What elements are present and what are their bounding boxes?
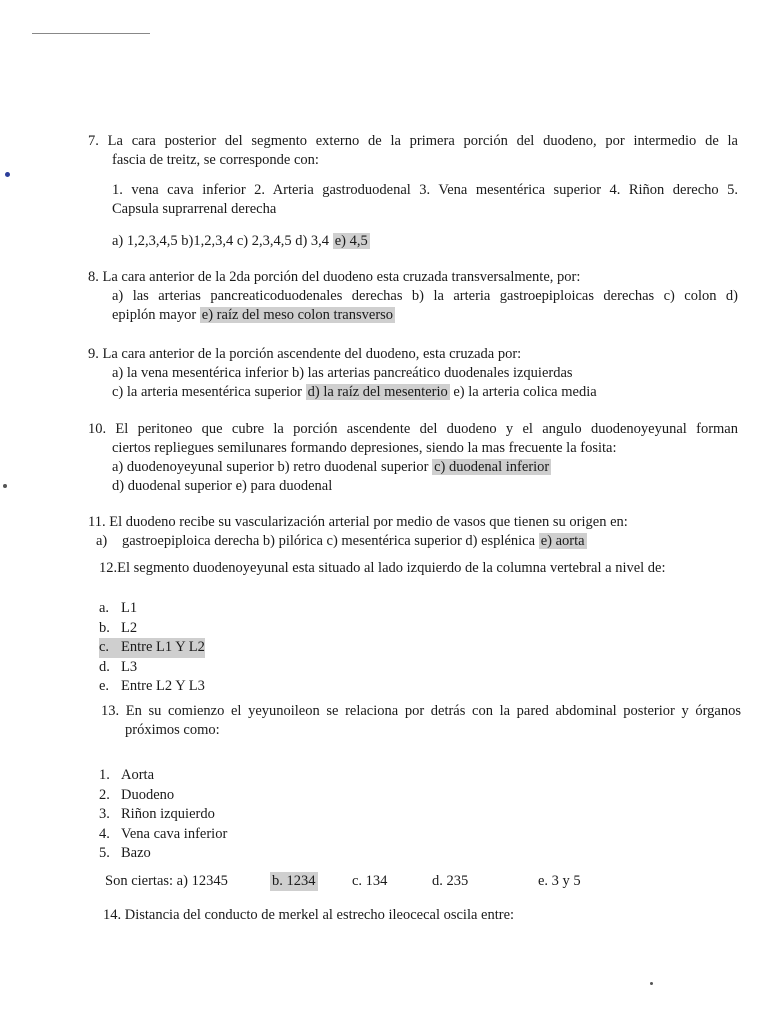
list-text: Riñon izquierdo (121, 806, 215, 822)
q14-line: 14. Distancia del conducto de merkel al estrecho ileocecal oscila entre: (103, 907, 515, 923)
question-8 (88, 268, 738, 325)
scan-artifact-dot (650, 982, 653, 985)
q9-answer-highlight: d) la raíz del mesenterio (307, 383, 448, 400)
list-item (99, 658, 205, 678)
list-item (99, 825, 227, 845)
list-item (99, 805, 227, 825)
list-item (99, 677, 205, 697)
list-text: Vena cava inferior (121, 825, 228, 842)
q10-answer-highlight: c) duodenal inferior (434, 458, 550, 475)
q13-answer-d: d. 235 (432, 873, 469, 889)
q11-answer-highlight: e) aorta (540, 532, 585, 549)
list-item (99, 619, 205, 639)
q7-answer-highlight: e) 4,5 (334, 233, 368, 250)
q9-line: 9. La cara anterior de la porción ascendente del duodeno, esta cruzada por: (88, 346, 522, 362)
list-item-highlighted (99, 638, 205, 658)
q9-options-pre: c) la arteria mesentérica superior (112, 383, 306, 400)
question-14 (103, 906, 753, 925)
q13-answer-highlight: b. 1234 (272, 873, 316, 889)
q7-line: Capsula suprarrenal derecha (112, 200, 277, 217)
q11-line: 11. El duodeno recibe su vascularización arterial por medio de vasos que tienen su origen en: (88, 514, 628, 530)
list-text: Entre L1 Y L2 (121, 639, 205, 655)
q11-marker: a) (96, 532, 108, 549)
q11-options-text: gastroepiploica derecha b) pilórica c) mesentérica superior d) esplénica (122, 532, 539, 549)
q7-line: 1. vena cava inferior 2. Arteria gastroduodenal 3. Vena mesentérica superior 4. Riñon derecho 5. (112, 181, 738, 198)
q11-options (96, 532, 738, 551)
q7-line: fascia de treitz, se corresponde con: (112, 151, 319, 168)
q10-options-pre: a) duodenoyeyunal superior b) retro duodenal superior (112, 458, 433, 475)
list-item (99, 766, 227, 786)
question-11 (88, 513, 738, 551)
q13-answer-a: Son ciertas: a) 12345 (105, 873, 228, 889)
q13-line: 13. En su comienzo el yeyunoileon se relaciona por detrás con la pared abdominal posterior y órganos (101, 703, 741, 719)
list-text: Entre L2 Y L3 (121, 678, 205, 694)
question-7 (88, 132, 738, 251)
list-item (99, 786, 227, 806)
q7-line: 7. La cara posterior del segmento externo de la primera porción del duodeno, por intermedio de la (88, 133, 738, 149)
list-marker: b. (99, 619, 110, 636)
list-item (99, 844, 227, 864)
q10-line: d) duodenal superior e) para duodenal (112, 477, 333, 494)
q7-options-text: a) 1,2,3,4,5 b)1,2,3,4 c) 2,3,4,5 d) 3,4 (112, 233, 333, 250)
list-text: L2 (121, 619, 138, 636)
scan-artifact-dot (3, 484, 7, 488)
list-marker: 2. (99, 786, 110, 803)
q10-line: ciertos repliegues semilunares formando depresiones, siendo la mas frecuente la fosita: (112, 439, 617, 456)
q8-options (88, 306, 738, 325)
list-marker: 4. (99, 825, 110, 842)
q8-options-text: epiplón mayor (112, 306, 200, 323)
q13-items-list (99, 766, 227, 864)
question-10 (88, 420, 738, 495)
q9-options (88, 383, 738, 402)
scan-artifact-dot (5, 172, 10, 177)
q9-options-post: e) la arteria colica media (449, 383, 597, 400)
list-text: L3 (121, 658, 138, 675)
scan-artifact-line (32, 33, 150, 34)
list-marker: 1. (99, 767, 110, 783)
list-marker: a. (99, 600, 110, 616)
list-marker: 5. (99, 845, 110, 861)
question-12 (99, 559, 749, 578)
question-13 (101, 702, 741, 740)
q10-options (88, 458, 738, 477)
list-text: Bazo (121, 845, 151, 861)
q8-line: a) las arterias pancreaticoduodenales derechas b) la arteria gastroepiploicas derechas c) colon d) (112, 287, 738, 304)
list-marker: 3. (99, 806, 110, 822)
q13-line: próximos como: (125, 721, 220, 738)
list-marker: e. (99, 678, 110, 694)
q12-title: 12.El segmento duodenoyeyunal esta situado al lado izquierdo de la columna vertebral a nivel de: (99, 560, 666, 576)
q12-answer-highlight (99, 638, 205, 658)
list-marker: d. (99, 658, 110, 675)
list-text: Aorta (121, 767, 155, 783)
list-text: Duodeno (121, 786, 175, 803)
q10-line: 10. El peritoneo que cubre la porción ascendente del duodeno y el angulo duodenoyeyunal forman (88, 421, 738, 437)
q12-options-list (99, 599, 205, 697)
list-text: L1 (121, 600, 138, 616)
q13-answer-c: c. 134 (352, 873, 388, 889)
q13-answer-e: e. 3 y 5 (538, 873, 581, 889)
q7-options (88, 232, 738, 251)
q8-line: 8. La cara anterior de la 2da porción del duodeno esta cruzada transversalmente, por: (88, 269, 581, 285)
list-item (99, 599, 205, 619)
list-marker: c. (99, 639, 110, 655)
q8-answer-highlight: e) raíz del meso colon transverso (201, 306, 394, 323)
question-9 (88, 345, 738, 402)
q9-line: a) la vena mesentérica inferior b) las arterias pancreático duodenales izquierdas (112, 364, 573, 381)
